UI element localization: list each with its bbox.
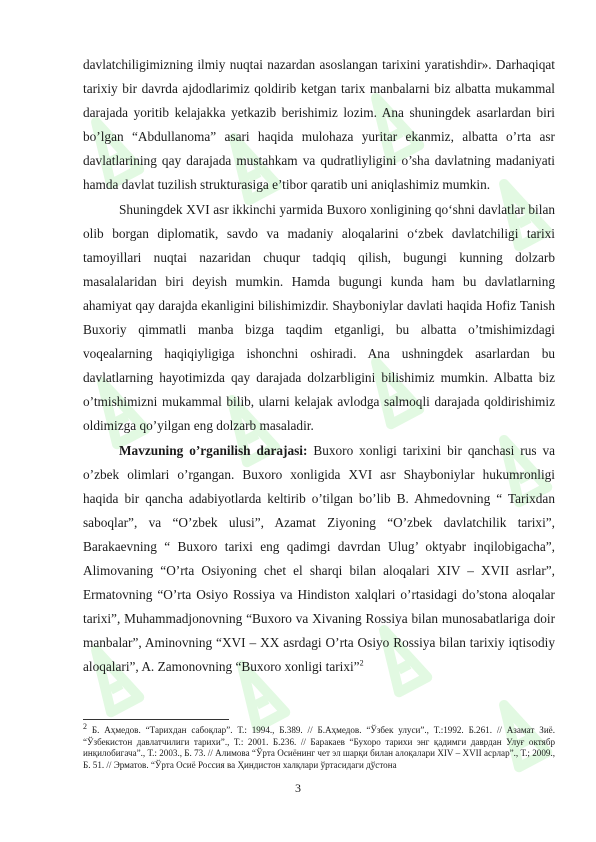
- footnote-divider: [83, 719, 229, 720]
- section-heading-inline: Mavzuning o’rganilish darajasi:: [119, 442, 308, 458]
- paragraph-3: [83, 439, 555, 680]
- page-number: 3: [295, 781, 301, 795]
- paragraph-3-text: Buxoro xonligi tarixini bir qanchasi rus va o’zbek olimlari o’rgangan. Buxoro xonligida XVI asr Shayboniylar hukumronligi haqida bir qancha adabiyotlarda keltirib o’tilgan bo’lib B. Ahmedovning “ Tarixdan saboqlar”, va “O’zbek ulusi”, Azamat Ziyoning “O’zbek davlatchilik tarixi”, Barakaevning “ Buxoro tarixi eng qadimgi davrdan Ulug’ oktyabr inqilobigacha”, Alimovaning “O’rta Osiyoning chet el sharqi bilan aloqalari XIV – XVII asrlar”, Ermatovning “O’rta Osiyo Rossiya va Hindiston xalqlari o’rtasidagi do’stona aloqalar tarixi”, Muhammadjonovning “Buxoro va Xivaning Rossiya bilan munosabatlariga doir manbalar”, Aminovning “XVI – XX asrdagi O’rta Osiyo Rossiya bilan tarixiy iqtisodiy aloqalari”, A. Zamonovning “Buxoro xonligi tarixi”: [83, 442, 555, 675]
- footnote-text: Б. Аҳмедов. “Тарихдан сабоқлар”. Т.: 1994., Б.389. // Б.Аҳмедов. “Ўзбек улуси”., Т.:1992. Б.261. // Азамат Зиё. “Ўзбекистон давлатчилиги тарихи”., Т.: 2001. Б.236. // Баракаев “Бухоро тарихи энг қадимги даврдан Улуғ октябр инқилобигача”., Т.: 2003., Б. 73. // Алимова “Ўрта Осиёнинг чет эл шарқи билан алоқалари XIV – XVII асрлар”., Т.; 2009., Б. 51. // Эрматов. “Ўрта Осиё Россия ва Ҳиндистон халқлари ўртасидаги дўстона: [83, 725, 555, 770]
- footnote: [83, 721, 555, 771]
- paragraph-1: davlatchiligimizning ilmiy nuqtai nazardan asoslangan tarixini yaratishdir». Darhaqiqat tarixiy bir davrda ajdodlarimiz qoldirib ketgan tarix manbalarni biz albatta mukammal darajada yoritib kelajakka yetkazib berishimiz lozim. Ana shuningdek asarlardan biri bo’lgan “Abdullanoma” asari haqida mulohaza yuritar ekanmiz, albatta o’rta asr davlatlarining qay darajada mustahkam va qudratliyligini o’sha davlatning madaniyati hamda davlat tuzilish strukturasiga e’tibor qaratib uni aniqlashimiz mumkin.: [83, 57, 555, 193]
- footnote-reference[interactable]: 2: [359, 658, 364, 668]
- document-body: [83, 53, 555, 679]
- paragraph-2: Shuningdek XVI asr ikkinchi yarmida Buxoro xonligining qo‘shni davlatlar bilan olib borgan diplomatik, savdo va madaniy aloqalarini o‘zbek davlatchiligi tarixi tamoyillari nuqtai nazaridan chuqur tadqiq qilish, bugungi kunning dolzarb masalalaridan biri deyish mumkin. Hamda bugungi kunda ham bu davlatlarning ahamiyat qay darajda ekanligini bilishimizdir. Shayboniylar davlati haqida Hofiz Tanish Buxoriy qimmatli manba bizga taqdim etganligi, bu albatta o’tmishimizdagi voqealarning haqiqiyligiga ishonchni oshiradi. Ana ushningdek asarlardan bu davlatlarning hayotimizda qay darajada dolzarbligini bilishimiz mumkin. Albatta biz o’tmishimizni mukammal bilib, ularni kelajak avlodga salmoqli darajada qoldirishimiz oldimizga qo’yilgan eng dolzarb masaladir.: [83, 201, 555, 434]
- footnote-number: 2: [83, 721, 87, 731]
